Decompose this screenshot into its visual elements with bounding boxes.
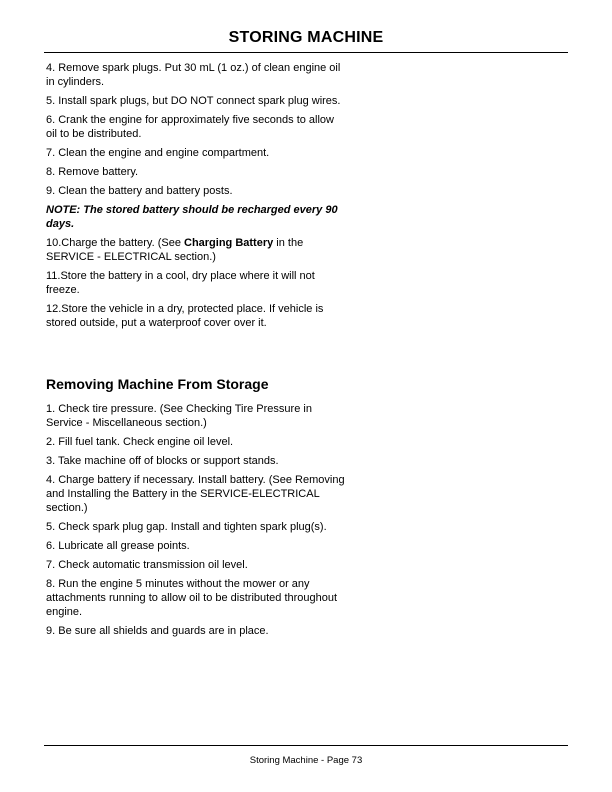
step-item: 11.Store the battery in a cool, dry place where it will not freeze.	[46, 270, 315, 296]
page-title: STORING MACHINE	[228, 29, 384, 46]
step-item: 3. Take machine off of blocks or support stands.	[46, 455, 279, 467]
step-item: 8. Remove battery.	[46, 166, 139, 178]
step-item: 5. Check spark plug gap. Install and tighten spark plug(s).	[46, 521, 327, 533]
step-text: in the SERVICE - ELECTRICAL section.)	[46, 237, 304, 263]
step-item: 9. Be sure all shields and guards are in place.	[46, 625, 269, 637]
step-item	[46, 236, 346, 264]
step-item: 6. Crank the engine for approximately five seconds to allow oil to be distributed.	[46, 114, 334, 140]
step-item: 6. Lubricate all grease points.	[46, 540, 190, 552]
step-item: 9. Clean the battery and battery posts.	[46, 185, 233, 197]
step-item: 2. Fill fuel tank. Check engine oil level.	[46, 436, 234, 448]
charging-battery-reference: Charging Battery	[184, 237, 274, 249]
header-divider	[44, 52, 568, 53]
step-item: 1. Check tire pressure. (See Checking Tire Pressure in Service - Miscellaneous section.)	[46, 403, 312, 429]
page-footer: Storing Machine - Page 73	[249, 755, 363, 766]
step-item: 12.Store the vehicle in a dry, protected place. If vehicle is stored outside, put a waterproof cover over it.	[46, 303, 324, 329]
storing-steps-column	[46, 61, 346, 335]
step-item: 4. Remove spark plugs. Put 30 mL (1 oz.) of clean engine oil in cylinders.	[46, 62, 341, 88]
step-item: 5. Install spark plugs, but DO NOT connect spark plug wires.	[46, 95, 341, 107]
battery-note: NOTE: The stored battery should be recharged every 90 days.	[46, 204, 338, 230]
footer-divider	[44, 745, 568, 746]
step-item: 7. Clean the engine and engine compartment.	[46, 147, 270, 159]
section-heading: Removing Machine From Storage	[46, 376, 269, 392]
removing-steps-column	[46, 402, 346, 643]
step-item: 4. Charge battery if necessary. Install battery. (See Removing and Installing the Battery in the SERVICE-ELECTRICAL section.)	[46, 474, 345, 514]
step-text: 10.Charge the battery. (See	[46, 237, 184, 249]
step-item: 7. Check automatic transmission oil level.	[46, 559, 248, 571]
step-item: 8. Run the engine 5 minutes without the mower or any attachments running to allow oil to be distributed throughout engine.	[46, 578, 338, 618]
